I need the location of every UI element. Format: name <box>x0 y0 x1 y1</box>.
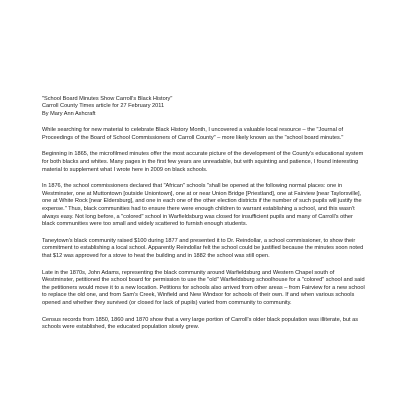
paragraph: In 1876, the school commissioners declared that "African" schools "shall be opened at the following normal places: one in Westminster, one at Muttontown [outside Uniontown], one at or near Union Bridge [Priestland], one at Fairview [near Taylorsville], one at White Rock [near Eldersburg], and one in each one of the other election districts if the number of such pupils will justify the expense." Thus, black communities had to ensure there were enough children to warrant establishing a school, and this wasn't always easy. Not long before, a "colored" school in Warfieldsburg was closed for insufficient pupils and many of Carroll's other black communities were too small and widely scattered to furnish enough students. <box>42 183 362 228</box>
byline: By Mary Ann Ashcraft <box>42 110 96 117</box>
article-header <box>42 96 367 118</box>
paragraph: Beginning in 1865, the microfilmed minutes offer the most accurate picture of the development of the County's educational system for both blacks and whites. Many pages in the first few years are unreadable, but with squinting and patience, I found interesting material to supplement what I wrote here in 2009 on black schools. <box>42 151 364 173</box>
paragraph: Late in the 1870s, John Adams, representing the black community around Warfieldsburg and Western Chapel south of Westminster, petitioned the school board for permission to use the "old" Warfieldsburg schoolhouse for a "colored" school and said the petitioners would move it to a new location. Petitions for schools also arrived from other areas – from Fairview for a new school to replace the old one, and from Sam's Creek, Winfield and New Windsor for schools of their own. If and when various schools opened and whether they survived (or closed for lack of pupils) varied from community to community. <box>42 269 365 306</box>
article-title: "School Board Minutes Show Carroll's Black History" <box>42 96 173 102</box>
publication-line: Carroll County Times article for 27 February 2011 <box>42 103 165 110</box>
paragraph: While searching for new material to celebrate Black History Month, I uncovered a valuable local resource – the "Journal of Proceedings of the Board of School Commissioners of Carroll County" – more likely known as the "school board minutes." <box>42 127 344 141</box>
document-body <box>42 96 367 341</box>
paragraph: Census records from 1850, 1860 and 1870 show that a very large portion of Carroll's older black population was illiterate, but as schools were established, the educated population slowly grew. <box>42 316 359 331</box>
paragraph: Taneytown's black community raised $100 during 1877 and presented it to Dr. Reindollar, a school commissioner, to show their commitment to establishing a local school. Apparently Reindollar felt the school could be justified because the minutes soon noted that $12 was approved for a stove to heat the building and in 1882 the school was still open. <box>42 237 364 259</box>
